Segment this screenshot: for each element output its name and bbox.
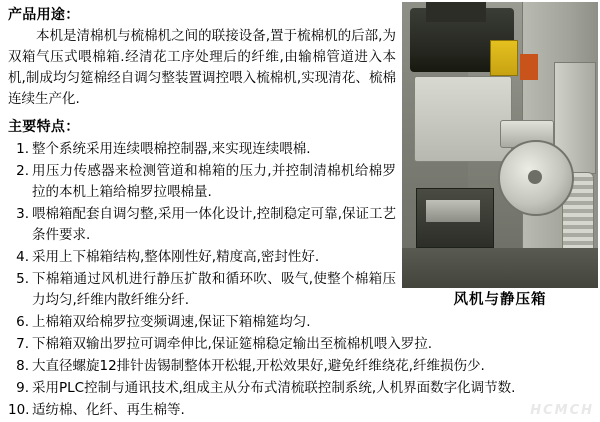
list-item-text: 采用PLC控制与通讯技术,组成主从分布式清梳联控制系统,人机界面数字化调节数. (32, 380, 516, 396)
intro-paragraph: 本机是清棉机与梳棉机之间的联接设备,置于梳棉机的后部,为双箱气压式喂棉箱.经清花工序处理后的纤维,由输棉管道进入本机,制成均匀筵棉经自调匀整装置调控喂入梳棉机,实现清花、梳棉连续生产化. (8, 28, 396, 107)
fan-and-static-pressure-box-photo (402, 2, 598, 288)
list-item-number: 2. (16, 163, 29, 179)
list-item-number: 9. (16, 380, 29, 396)
list-item-number: 8. (16, 358, 29, 374)
list-item-number: 3. (16, 206, 29, 222)
list-item (8, 161, 396, 203)
list-item (8, 269, 396, 311)
watermark: HCMCH (530, 403, 594, 418)
list-item (8, 312, 600, 333)
photo-shape-orange-panel (520, 54, 538, 80)
list-item-text: 下棉箱通过风机进行静压扩散和循环吹、吸气,使整个棉箱压力均匀,纤维内散纤维分纤. (32, 271, 396, 308)
list-item (8, 400, 600, 421)
photo-shape-fan-hub (528, 170, 542, 184)
list-item-text: 适纺棉、化纤、再生棉等. (32, 402, 185, 418)
list-item-number: 7. (16, 336, 29, 352)
list-item-number: 6. (16, 314, 29, 330)
list-item-text: 整个系统采用连续喂棉控制器,来实现连续喂棉. (32, 141, 311, 157)
photo-shape-duct-cap (426, 2, 486, 22)
photo-shape-machine-body (414, 76, 512, 162)
list-item-text: 下棉箱双输出罗拉可调牵伸比,保证筵棉稳定输出至梳棉机喂入罗拉. (32, 336, 433, 352)
list-item-text: 大直径螺旋12排针齿锡制整体开松辊,开松效果好,避免纤维绕花,纤维损伤少. (32, 358, 485, 374)
list-item-number: 5. (16, 271, 29, 287)
list-item (8, 356, 600, 377)
list-item (8, 139, 396, 160)
figure-caption: 风机与静压箱 (453, 292, 547, 308)
list-item-number: 4. (16, 249, 29, 265)
section-title: 产品用途： (8, 7, 80, 23)
list-item (8, 378, 600, 399)
list-item-text: 采用上下棉箱结构,整体刚性好,精度高,密封性好. (32, 249, 320, 265)
list-item-text: 上棉箱双给棉罗拉变频调速,保证下箱棉筵均匀. (32, 314, 311, 330)
figure-container (402, 2, 598, 288)
list-item-number: 1. (16, 141, 29, 157)
list-item (8, 204, 396, 246)
photo-shape-yellow-box (490, 40, 518, 76)
list-item-text: 喂棉箱配套自调匀整,采用一体化设计,控制稳定可靠,保证工艺条件要求. (32, 206, 396, 243)
features-title: 主要特点： (8, 119, 80, 135)
photo-shape-control-window (426, 200, 480, 222)
list-item-text: 用压力传感器来检测管道和棉箱的压力,并控制清棉机给棉罗拉的本机上箱给棉罗拉喂棉量. (32, 163, 396, 200)
list-item-number: 10. (8, 402, 30, 418)
photo-shape-floor (402, 248, 598, 288)
list-item (8, 247, 396, 268)
list-item (8, 334, 600, 355)
